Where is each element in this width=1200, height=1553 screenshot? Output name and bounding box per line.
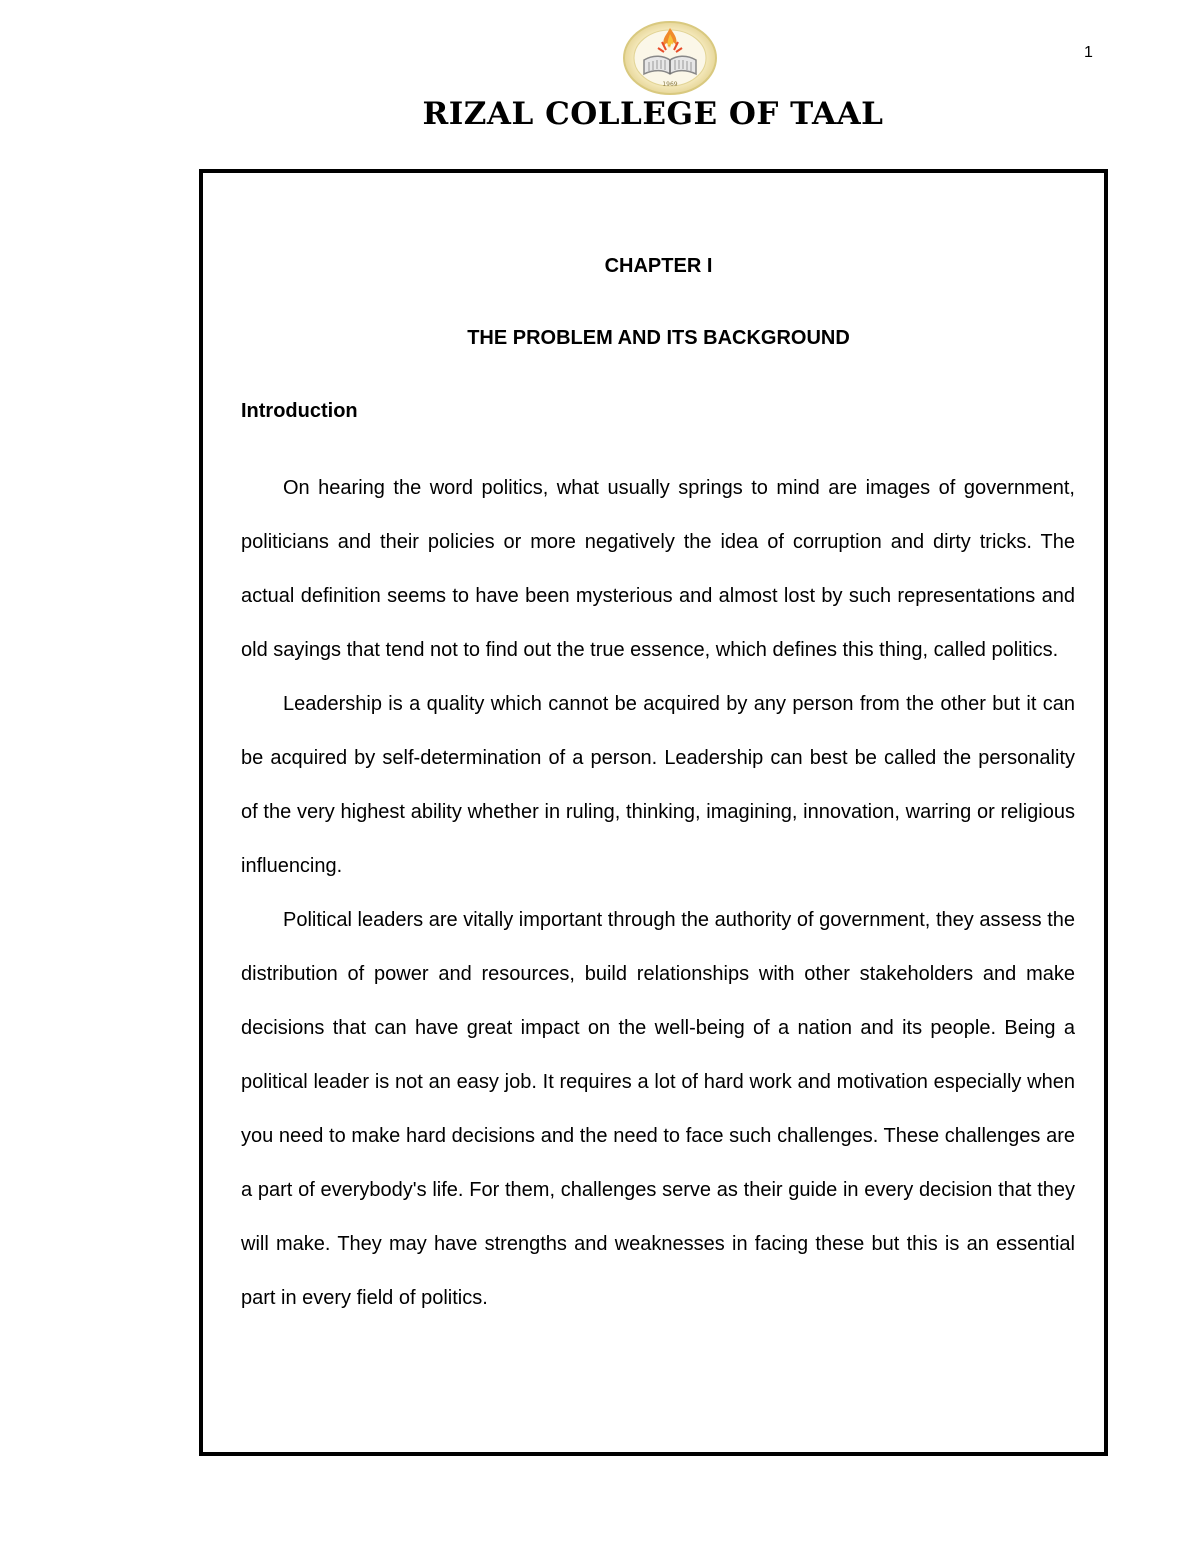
introduction-body xyxy=(241,461,1075,1325)
college-name: RIZAL COLLEGE OF TAAL xyxy=(422,96,884,132)
page-number: 1 xyxy=(1084,44,1093,61)
section-heading-introduction: Introduction xyxy=(241,400,358,422)
chapter-heading: CHAPTER I xyxy=(604,255,713,277)
college-seal-logo-icon xyxy=(622,20,718,96)
svg-text:1969: 1969 xyxy=(662,81,678,88)
chapter-content-box xyxy=(199,169,1108,1456)
paragraph: Political leaders are vitally important through the authority of government, they assess the distribution of power and resources, build relationships with other stakeholders and make decisions that can have great impact on the well-being of a nation and its people. Being a political leader is not an easy job. It requires a lot of hard work and motivation especially when you need to make hard decisions and the need to face such challenges. These challenges are a part of everybody's life. For them, challenges serve as their guide in every decision that they will make. They may have strengths and weaknesses in facing these but this is an essential part in every field of politics. xyxy=(241,909,1075,1309)
paragraph: On hearing the word politics, what usually springs to mind are images of government, politicians and their policies or more negatively the idea of corruption and dirty tricks. The actual definition seems to have been mysterious and almost lost by such representations and old sayings that tend not to find out the true essence, which defines this thing, called politics. xyxy=(241,477,1075,661)
paragraph: Leadership is a quality which cannot be acquired by any person from the other but it can be acquired by self-determination of a person. Leadership can best be called the personality of the very highest ability whether in ruling, thinking, imagining, innovation, warring or religious influencing. xyxy=(241,693,1075,877)
chapter-title: THE PROBLEM AND ITS BACKGROUND xyxy=(467,327,850,349)
